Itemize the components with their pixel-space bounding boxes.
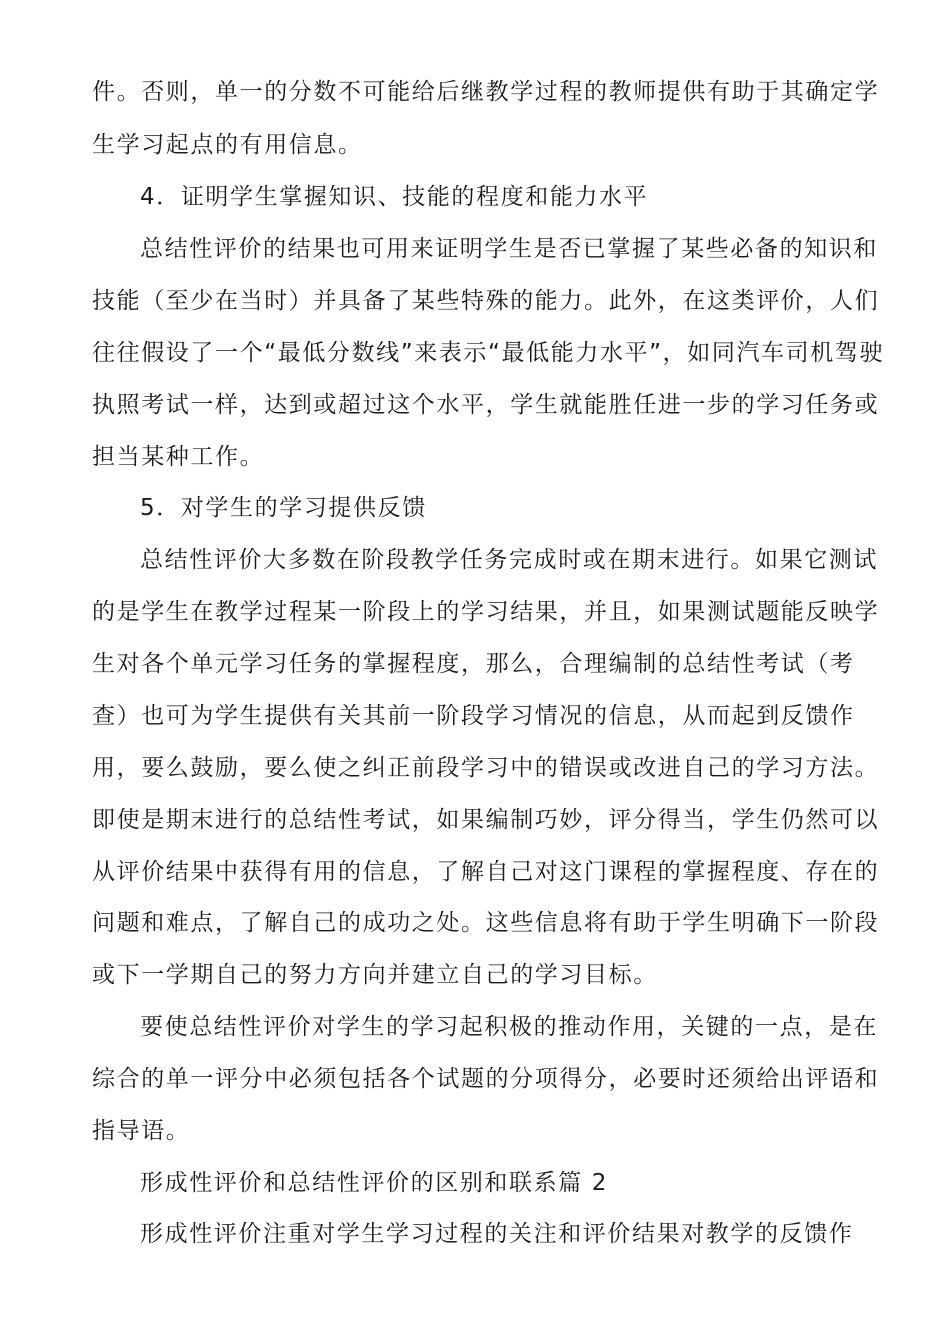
text-line: 担当某种工作。 [92, 444, 265, 470]
text-line: 执照考试一样，达到或超过这个水平，学生就能胜任进一步的学习任务或 [92, 392, 880, 418]
article-title: 形成性评价和总结性评价的区别和联系篇 2 [140, 1170, 608, 1196]
text-line: 往往假设了一个“最低分数线”来表示“最低能力水平”，如同汽车司机驾驶 [92, 340, 885, 366]
paragraph-first-line: 总结性评价的结果也可用来证明学生是否已掌握了某些必备的知识和 [140, 236, 878, 262]
text-line: 问题和难点，了解自己的成功之处。这些信息将有助于学生明确下一阶段 [92, 910, 880, 936]
text-line: 从评价结果中获得有用的信息，了解自己对这门课程的掌握程度、存在的 [92, 859, 880, 885]
paragraph-first-line: 总结性评价大多数在阶段教学任务完成时或在期末进行。如果它测试 [140, 547, 878, 573]
text-line: 生学习起点的有用信息。 [92, 132, 363, 158]
text-line: 指导语。 [92, 1118, 191, 1144]
text-line: 查）也可为学生提供有关其前一阶段学习情况的信息，从而起到反馈作 [92, 703, 855, 729]
section-heading: 5．对学生的学习提供反馈 [140, 495, 427, 521]
text-line: 或下一学期自己的努力方向并建立自己的学习目标。 [92, 962, 658, 988]
paragraph-first-line: 形成性评价注重对学生学习过程的关注和评价结果对教学的反馈作 [140, 1221, 854, 1247]
text-line: 的是学生在教学过程某一阶段上的学习结果，并且，如果测试题能反映学 [92, 599, 880, 625]
text-line: 生对各个单元学习任务的掌握程度，那么，合理编制的总结性考试（考 [92, 651, 855, 677]
text-line: 综合的单一评分中必须包括各个试题的分项得分，必要时还须给出评语和 [92, 1066, 880, 1092]
text-line: 件。否则，单一的分数不可能给后继教学过程的教师提供有助于其确定学 [92, 79, 880, 105]
text-line: 即使是期末进行的总结性考试，如果编制巧妙，评分得当，学生仍然可以 [92, 807, 880, 833]
section-heading: 4．证明学生掌握知识、技能的程度和能力水平 [140, 184, 649, 210]
text-line: 用，要么鼓励，要么使之纠正前段学习中的错误或改进自己的学习方法。 [92, 755, 880, 781]
text-line: 技能（至少在当时）并具备了某些特殊的能力。此外，在这类评价，人们 [92, 288, 880, 314]
paragraph-first-line: 要使总结性评价对学生的学习起积极的推动作用，关键的一点，是在 [140, 1014, 878, 1040]
